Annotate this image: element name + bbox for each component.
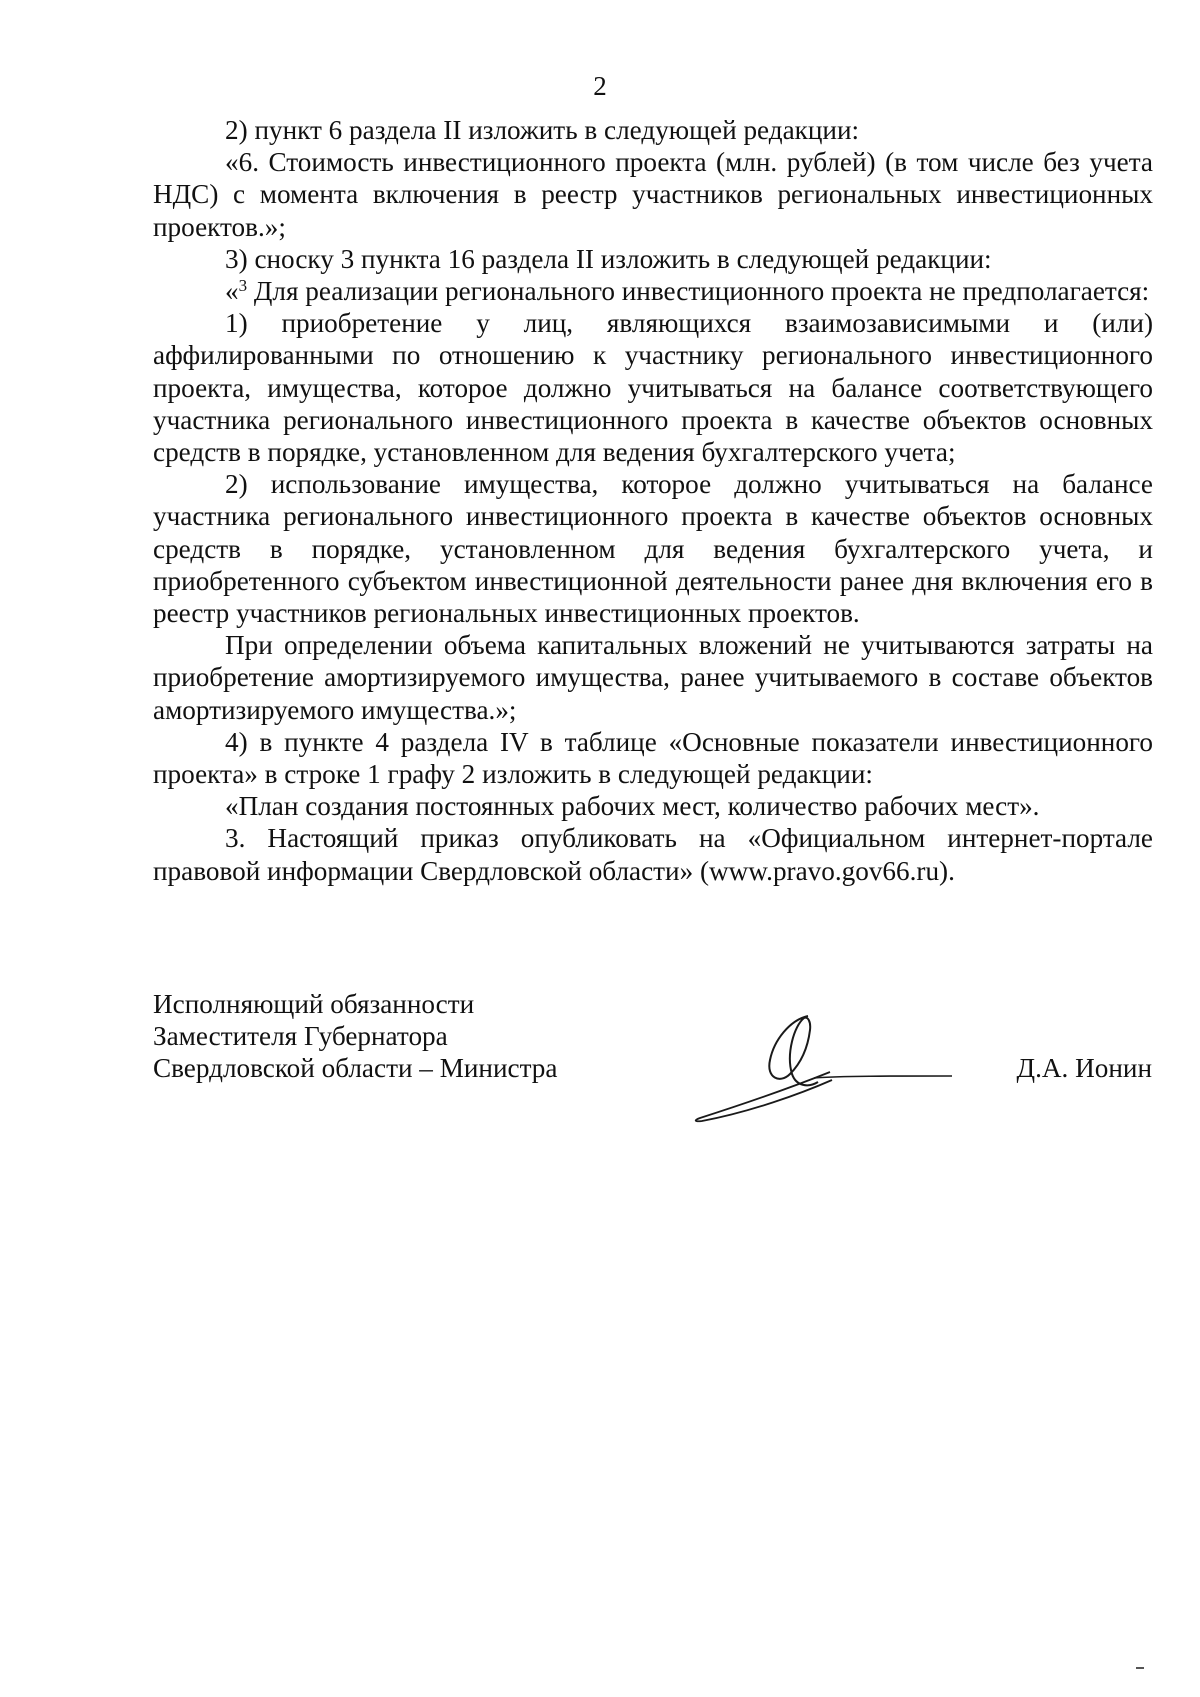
footnote-open-quote: « xyxy=(225,276,239,307)
paragraph-footnote-subitem-2: 2) использование имущества, которое должно учитываться на балансе участника регионального инвестиционного проекта в качестве объектов основных средств в порядке, установленном для ведения бухгалтерского учета, и приобретенного субъектом инвестиционной деятельности ранее дня включения его в реестр участников региональных инвестиционных проектов. xyxy=(153,469,1153,629)
paragraph-capital-investments: При определении объема капитальных вложений не учитываются затраты на приобретение амортизируемого имущества, ранее учитываемого в составе объектов амортизируемого имущества.»; xyxy=(153,630,1153,725)
paragraph-quote-point-6: «6. Стоимость инвестиционного проекта (млн. рублей) (в том числе без учета НДС) с момента включения в реестр участников региональных инвестиционных проектов.»; xyxy=(153,147,1153,242)
footnote-text: Для реализации регионального инвестиционного проекта не предполагается: xyxy=(247,276,1150,307)
footnote-marker: 3 xyxy=(238,276,248,296)
paragraph-item-publish: 3. Настоящий приказ опубликовать на «Официальном интернет-портале правовой информации Свердловской области» (www.pravo.gov66.ru). xyxy=(153,823,1153,886)
handwritten-signature xyxy=(690,1010,960,1130)
page-number: 2 xyxy=(593,71,607,101)
paragraph-item-3-footnote: 3) сноску 3 пункта 16 раздела II изложить в следующей редакции: xyxy=(225,243,992,274)
paragraph-quote-workplaces: «План создания постоянных рабочих мест, количество рабочих мест». xyxy=(225,791,1040,822)
signatory-title-block xyxy=(153,988,753,1085)
signatory-title-line: Заместителя Губернатора xyxy=(153,1021,448,1052)
signatory-title-line: Свердловской области – Министра xyxy=(153,1053,558,1084)
signatory-name: Д.А. Ионин xyxy=(1016,1053,1152,1083)
footnote-paragraph xyxy=(153,275,1153,307)
paragraph-item-4-table: 4) в пункте 4 раздела IV в таблице «Основные показатели инвестиционного проекта» в строке 1 графу 2 изложить в следующей редакции: xyxy=(153,726,1153,790)
document-body xyxy=(153,114,1153,887)
paragraph-item-2-point-6: 2) пункт 6 раздела II изложить в следующей редакции: xyxy=(225,115,860,145)
paragraph-footnote-subitem-1: 1) приобретение у лиц, являющихся взаимозависимыми и (или) аффилированными по отношению к участнику регионального инвестиционного проекта, имущества, которое должно учитываться на балансе соответствующего участника регионального инвестиционного проекта в качестве объектов основных средств в порядке, установленном для ведения бухгалтерского учета; xyxy=(153,308,1153,468)
signatory-title-line: Исполняющий обязанности xyxy=(153,989,475,1019)
scan-artifact xyxy=(1136,1667,1144,1670)
